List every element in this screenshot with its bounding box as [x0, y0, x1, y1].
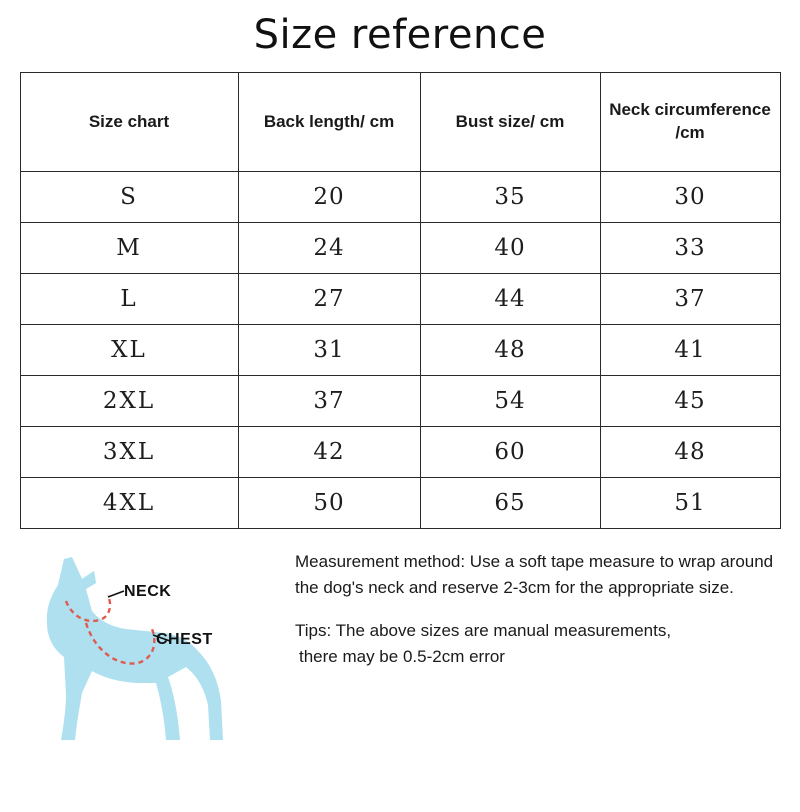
cell-size: 4XL [20, 478, 238, 529]
size-chart-table [20, 72, 781, 529]
size-reference-page [0, 12, 800, 812]
cell-bust-size: 60 [420, 427, 600, 478]
cell-back-length: 24 [238, 223, 420, 274]
cell-size: XL [20, 325, 238, 376]
chest-label: CHEST [156, 631, 213, 648]
column-header-back-length: Back length/ cm [238, 73, 420, 172]
cell-neck-circumference: 45 [600, 376, 780, 427]
dog-diagram [20, 543, 285, 758]
measurement-method-text: Measurement method: Use a soft tape measure to wrap around the dog's neck and reserve 2-3cm for the appropriate size. [295, 552, 774, 598]
cell-back-length: 37 [238, 376, 420, 427]
page-title: Size reference [253, 12, 547, 58]
neck-label: NECK [124, 583, 172, 600]
column-header-size-chart: Size chart [20, 73, 238, 172]
cell-size: S [20, 172, 238, 223]
cell-back-length: 50 [238, 478, 420, 529]
notes-section [285, 543, 780, 670]
cell-size: 3XL [20, 427, 238, 478]
table-header [20, 73, 780, 172]
cell-bust-size: 54 [420, 376, 600, 427]
table-row [20, 274, 780, 325]
cell-bust-size: 65 [420, 478, 600, 529]
table-row [20, 325, 780, 376]
cell-size: 2XL [20, 376, 238, 427]
cell-bust-size: 48 [420, 325, 600, 376]
tips-text: Tips: The above sizes are manual measurements, [295, 620, 672, 640]
cell-back-length: 20 [238, 172, 420, 223]
cell-bust-size: 44 [420, 274, 600, 325]
cell-neck-circumference: 37 [600, 274, 780, 325]
table-row [20, 478, 780, 529]
cell-neck-circumference: 48 [600, 427, 780, 478]
cell-bust-size: 40 [420, 223, 600, 274]
cell-neck-circumference: 33 [600, 223, 780, 274]
table-row [20, 223, 780, 274]
dog-silhouette-icon [20, 545, 285, 760]
cell-neck-circumference: 30 [600, 172, 780, 223]
column-header-bust-size: Bust size/ cm [420, 73, 600, 172]
table-row [20, 172, 780, 223]
cell-back-length: 42 [238, 427, 420, 478]
bottom-section [20, 543, 780, 758]
cell-back-length: 31 [238, 325, 420, 376]
cell-size: L [20, 274, 238, 325]
cell-bust-size: 35 [420, 172, 600, 223]
table-body [20, 172, 780, 529]
cell-neck-circumference: 41 [600, 325, 780, 376]
column-header-neck-circumference: Neck circumference /cm [600, 73, 780, 172]
cell-neck-circumference: 51 [600, 478, 780, 529]
tips-text-line2: there may be 0.5-2cm error [299, 647, 505, 667]
table-header-row [20, 73, 780, 172]
cell-size: M [20, 223, 238, 274]
cell-back-length: 27 [238, 274, 420, 325]
table-row [20, 376, 780, 427]
table-row [20, 427, 780, 478]
